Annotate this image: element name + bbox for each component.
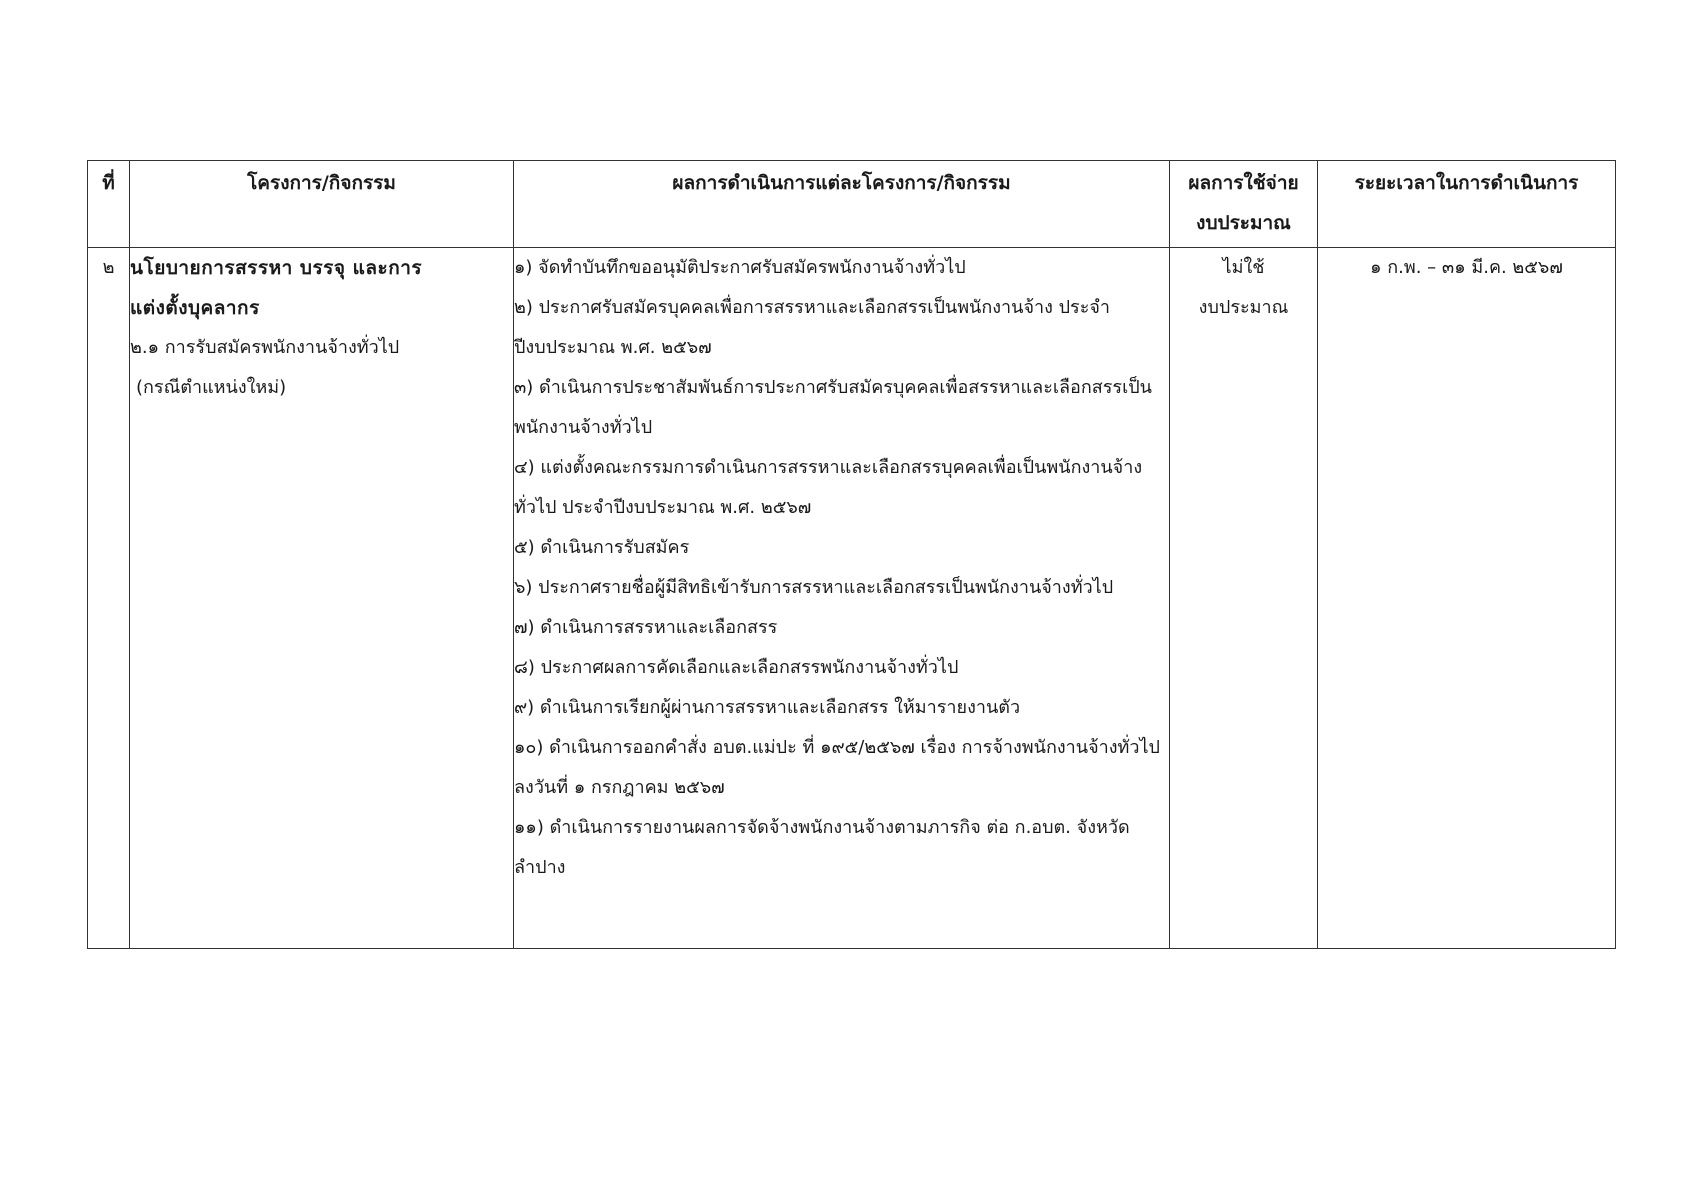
project-subtitle-line1: ๒.๑ การรับสมัครพนักงานจ้างทั่วไป	[130, 337, 400, 358]
row-number: ๒	[88, 248, 130, 949]
project-cell	[130, 248, 514, 949]
table-row	[88, 248, 1616, 949]
header-no: ที่	[88, 161, 130, 248]
project-title-line1: นโยบายการสรรหา บรรจุ และการ	[130, 257, 423, 279]
budget-line1: ไม่ใช้	[1222, 257, 1265, 278]
period-cell: ๑ ก.พ. – ๓๑ มี.ค. ๒๕๖๗	[1318, 248, 1616, 949]
result-item: ๘) ประกาศผลการคัดเลือกและเลือกสรรพนักงานจ้างทั่วไป	[514, 657, 959, 678]
result-item: ๗) ดำเนินการสรรหาและเลือกสรร	[514, 617, 778, 638]
result-item: ๒) ประกาศรับสมัครบุคคลเพื่อการสรรหาและเลือกสรรเป็นพนักงานจ้าง ประจำปีงบประมาณ พ.ศ. ๒๕๖๗	[514, 297, 1111, 358]
result-item: ๙) ดำเนินการเรียกผู้ผ่านการสรรหาและเลือกสรร ให้มารายงานตัว	[514, 697, 1021, 718]
report-table	[87, 160, 1616, 949]
header-period: ระยะเวลาในการดำเนินการ	[1318, 161, 1616, 248]
result-item: ๓) ดำเนินการประชาสัมพันธ์การประกาศรับสมัครบุคคลเพื่อสรรหาและเลือกสรรเป็นพนักงานจ้างทั่วไป	[514, 377, 1152, 438]
results-cell	[514, 248, 1170, 949]
result-item: ๑๑) ดำเนินการรายงานผลการจัดจ้างพนักงานจ้างตามภารกิจ ต่อ ก.อบต. จังหวัดลำปาง	[514, 817, 1130, 878]
result-item: ๑๐) ดำเนินการออกคำสั่ง อบต.แม่ปะ ที่ ๑๙๕/๒๕๖๗ เรื่อง การจ้างพนักงานจ้างทั่วไป ลงวันที่ ๑ กรกฎาคม ๒๕๖๗	[514, 737, 1160, 798]
header-results: ผลการดำเนินการแต่ละโครงการ/กิจกรรม	[514, 161, 1170, 248]
budget-cell	[1170, 248, 1318, 949]
result-item: ๕) ดำเนินการรับสมัคร	[514, 537, 690, 558]
result-item: ๔) แต่งตั้งคณะกรรมการดำเนินการสรรหาและเลือกสรรบุคคลเพื่อเป็นพนักงานจ้างทั่วไป ประจำปีงบประมาณ พ.ศ. ๒๕๖๗	[514, 457, 1143, 518]
result-item: ๖) ประกาศรายชื่อผู้มีสิทธิเข้ารับการสรรหาและเลือกสรรเป็นพนักงานจ้างทั่วไป	[514, 577, 1114, 598]
header-budget-line1: ผลการใช้จ่าย	[1188, 172, 1299, 194]
header-budget-line2: งบประมาณ	[1196, 212, 1291, 234]
project-subtitle-line2: (กรณีตำแหน่งใหม่)	[136, 377, 287, 398]
header-project: โครงการ/กิจกรรม	[130, 161, 514, 248]
budget-line2: งบประมาณ	[1198, 297, 1289, 318]
result-item: ๑) จัดทำบันทึกขออนุมัติประกาศรับสมัครพนักงานจ้างทั่วไป	[514, 257, 966, 278]
project-title-line2: แต่งตั้งบุคลากร	[130, 297, 260, 319]
header-row	[88, 161, 1616, 248]
header-budget	[1170, 161, 1318, 248]
